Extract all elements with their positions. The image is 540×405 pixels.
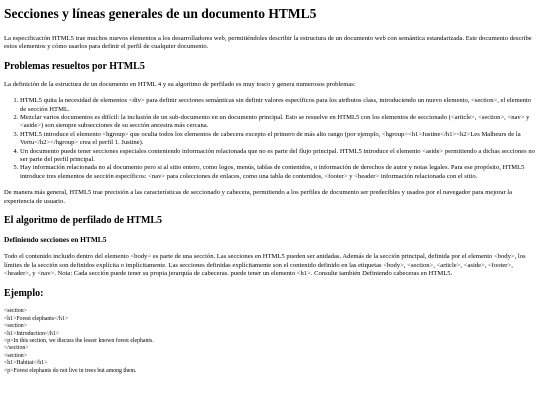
example-code-block: <section> <h1>Forest elephants</h1> <section> <h1>Introduction</h1> <p>In this section, we discuss the lesser known forest elephants. </section> <section> <h1>Habitat</h1> <p>Forest elephants do not live in trees but among them. [4,308,154,374]
section-heading-algorithm: El algoritmo de perfilado de HTML5 [4,215,163,227]
subsection-heading-defining-sections: Definiendo secciones en HTML5 [4,235,107,245]
problems-closing-paragraph: De manera más general, HTML5 trae precisión a las características de seccionado y cabecera, permitiendo a los perfiles de documento ser predecibles y usados por el navegador para mejorar la experiencia de usuario. [4,189,513,205]
section-heading-problems: Problemas resueltos por HTML5 [4,60,145,72]
problems-lead-paragraph: La definición de la estructura de un documento en HTML 4 y su algoritmo de perfilado es muy tosco y genera numerosos problemas: [4,80,356,88]
list-item: 2. Mezclar varios documentos es difícil: la inclusión de un sub-documento en un documento principal. Esto se resuelve en HTML5 con los elementos de seccionado (<article>, <section>, <nav> y <aside>) son siempre subsecciones de su sección ancestra más cercana. [20,114,536,131]
problems-list [4,97,536,181]
intro-paragraph: La especificación HTML5 trae muchos nuevos elementos a los desarrolladores web, permitiéndoles describir la estructura de un documento web con semántica estandarizada. Este documento describe estos elementos y cómo usarlos para definir el perfil de cualquier documento. [4,35,532,51]
list-item: 3. HTML5 introduce el elemento <hgroup> que oculta todos los elementos de cabecera excepto el primero de más alto rango (por ejemplo, <hgroup><h1>Justine</h1><h2>Les Malheurs de la Vertu</h2></hgroup> crea el perfil 1. Justine). [20,131,536,148]
defining-sections-paragraph: Todo el contenido incluido dentro del elemento <body> es parte de una sección. Las secciones en HTML5 pueden ser anidadas. Además de la sección principal, definida por el elemento <body>, los límites de la sección son definidos explícita o implícitamente. Las secciones definidas explícitamente son el contenido definido en las etiquetas <body>, <section>, <article>, <aside>, <footer>, <header>, y <nav>. Nota: Cada sección puede tener su propia jerarquía de cabeceras. puede tener un elemento <h1>. Consulte también Definiendo cabeceras en HTML5. [4,253,526,277]
page-title: Secciones y líneas generales de un documento HTML5 [4,6,317,21]
list-item: 5. Hay información relacionada no al documento pero si al sitio entero, como logos, menús, tablas de contenidos, o información de derechos de autor y notas legales. Para ese propósito, HTML5 introduce tres elementos de sección específicos: <nav> para colecciones de enlaces, como una tabla de contenidos, <footer> y <header> información relacionada con el sitio. [20,164,536,181]
list-item: 1. HTML5 quita la necesidad de elementos <div> para definir secciones semánticas sin definir valores específicos para los atributos class, introduciendo un nuevo elemento, <section>, el elemento de sección HTML. [20,97,536,114]
list-item: 4. Un documento puede tener secciones especiales conteniendo información relacionada que no es parte del flujo principal. HTML5 introduce el elemento <aside> permitiendo a dichas secciones no ser parte del perfil principal. [20,148,536,165]
example-heading: Ejemplo: [4,288,44,300]
